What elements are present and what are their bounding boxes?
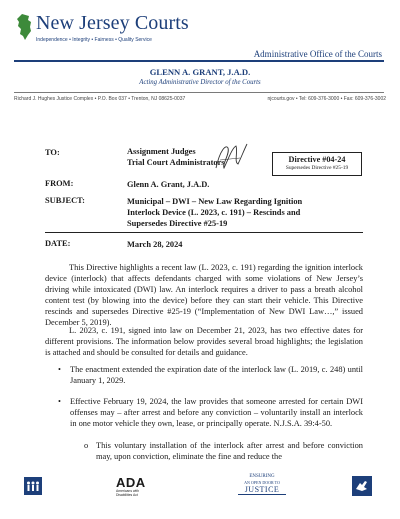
bullet-dot: • — [58, 397, 61, 406]
from-label: FROM: — [45, 179, 74, 188]
subject-line-1: Municipal – DWI – New Law Regarding Ignition — [127, 197, 303, 206]
from-value: Glenn A. Grant, J.A.D. — [127, 180, 210, 189]
office-name: Administrative Office of the Courts — [253, 49, 382, 59]
address-line — [14, 96, 386, 102]
sign-language-icon — [352, 476, 372, 496]
to-label: TO: — [45, 148, 60, 157]
to-line-2: Trial Court Administrators — [127, 158, 225, 167]
date-value: March 28, 2024 — [127, 240, 183, 249]
address-divider — [14, 92, 384, 93]
bullet-expiration: The enactment extended the expiration date of the interlock law (L. 2019, c. 248) until January 1, 2029. — [70, 365, 363, 385]
director-name: GLENN A. GRANT, J.A.D. — [149, 67, 251, 77]
justice-line-1: ENSURING — [249, 474, 275, 479]
bullet-dot: • — [58, 365, 61, 374]
justice-divider — [238, 494, 286, 495]
subject-line-2: Interlock Device (L. 2023, c. 191) – Rescinds and — [127, 208, 301, 217]
paragraph-intro: This Directive highlights a recent law (L. 2023, c. 191) regarding the ignition interlock device (interlock) that affects defendants charged with some violations of New Jersey’s driving while intoxicated (DWI) law. An interlock requires a driver to pass a breath alcohol content test (by blowing into the device) before they can start their vehicle. This Directive rescinds and supersedes Directive #25-19 (“Implementation of New DWI Law…,” issued December 5, 2019). — [45, 263, 363, 327]
paragraph-effective-dates: L. 2023, c. 191, signed into law on December 21, 2023, has two effective dates for different provisions. The information below provides several broad highlights; the legislation is attached and should be consulted for details and guidance. — [45, 326, 363, 357]
director-title: Acting Administrative Director of the Courts — [139, 79, 261, 86]
ada-logo: ADA — [116, 475, 146, 490]
to-line-1: Assignment Judges — [127, 147, 196, 156]
court-tagline: Independence • Integrity • Fairness • Quality Service — [36, 37, 152, 43]
directive-number: Directive #04-24 — [288, 155, 346, 164]
justice-line-3: JUSTICE — [244, 485, 280, 494]
directive-box — [272, 152, 362, 176]
ada-caption: Americans with Disabilities Act — [116, 489, 139, 497]
justice-line-2: AN OPEN DOOR TO — [244, 480, 280, 485]
people-icon — [24, 477, 42, 495]
sub-bullet-fine: This voluntary installation of the interlock after arrest and before conviction may, upon conviction, eliminate the fine and reduce the — [96, 441, 363, 461]
postal-address: Richard J. Hughes Justice Complex • P.O. Box 037 • Trenton, NJ 08625-0037 — [14, 96, 186, 102]
court-name: New Jersey Courts — [36, 12, 189, 34]
header-divider — [14, 60, 384, 62]
sub-bullet-circle: o — [84, 441, 89, 450]
supersedes-note: Supersedes Directive #25-19 — [285, 165, 349, 171]
contact-info[interactable]: njcourts.gov • Tel: 609-376-3000 • Fax: 609-376-3002 — [267, 96, 386, 102]
new-jersey-map-icon — [16, 14, 32, 40]
subject-label: SUBJECT: — [45, 196, 85, 205]
date-label: DATE: — [45, 239, 71, 248]
subject-line-3: Supersedes Directive #25-19 — [127, 219, 228, 228]
signature-icon — [210, 140, 250, 174]
bullet-voluntary-install: Effective February 19, 2024, the law provides that someone arrested for certain DWI offenses may – after arrest and before any conviction – voluntarily install an interlock in one motor vehicle they own, lease, or principally operate. N.J.S.A. 39:4-50. — [70, 397, 363, 428]
memo-divider — [45, 232, 363, 233]
